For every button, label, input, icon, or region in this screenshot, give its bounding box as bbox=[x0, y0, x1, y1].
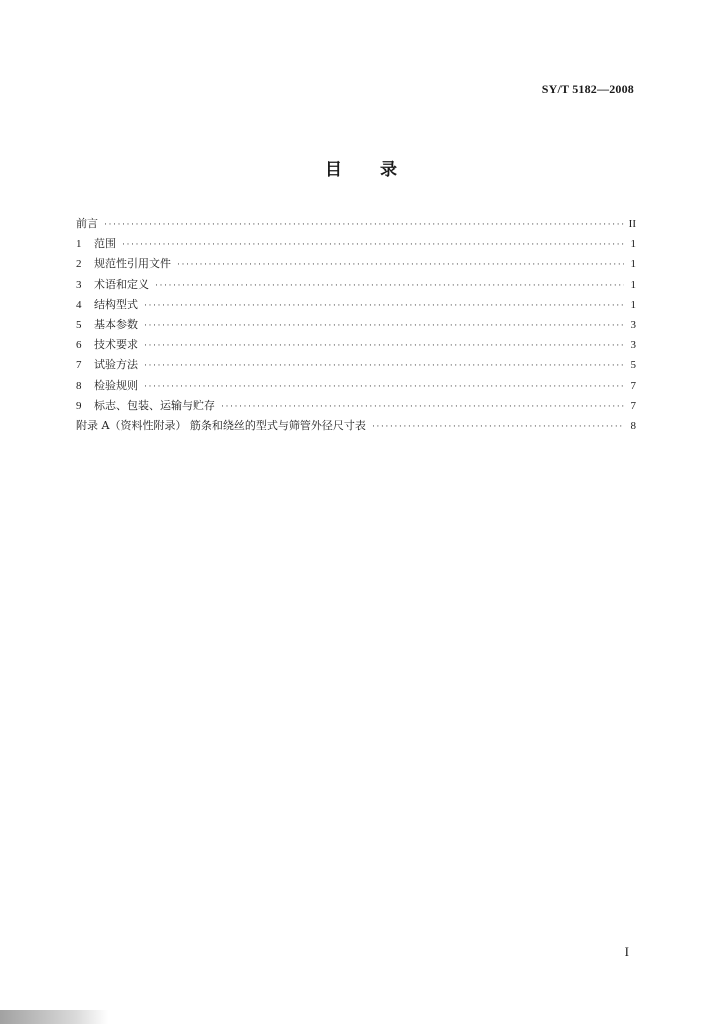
toc-entry-page: 3 bbox=[630, 318, 636, 331]
toc-entry-label: 附录 A（资料性附录） 筋条和绕丝的型式与筛管外径尺寸表 bbox=[76, 418, 366, 432]
toc-entry-number: 5 bbox=[76, 318, 82, 331]
toc-entry-number: 8 bbox=[76, 379, 82, 392]
toc-leader-dots bbox=[177, 254, 624, 274]
toc-leader-dots bbox=[144, 355, 624, 375]
toc-entry-scope[interactable] bbox=[76, 234, 636, 254]
toc-entry-label: 术语和定义 bbox=[94, 277, 149, 291]
toc-entry-number: 1 bbox=[76, 238, 82, 251]
toc-entry-number: 6 bbox=[76, 339, 82, 352]
toc-leader-dots bbox=[122, 234, 624, 254]
toc-entry-label: 规范性引用文件 bbox=[94, 257, 171, 271]
toc-entry-page: 1 bbox=[630, 238, 636, 251]
toc-entry-label: 范围 bbox=[94, 237, 116, 251]
toc-entry-structure-type[interactable] bbox=[76, 295, 636, 315]
toc-entry-label: 结构型式 bbox=[94, 297, 138, 311]
toc-entry-page: 3 bbox=[630, 339, 636, 352]
toc-entry-test-methods[interactable] bbox=[76, 355, 636, 375]
toc-entry-label: 试验方法 bbox=[94, 358, 138, 372]
toc-leader-dots bbox=[144, 295, 624, 315]
toc-entry-number: 3 bbox=[76, 278, 82, 291]
toc-entry-page: 1 bbox=[630, 298, 636, 311]
toc-entry-basic-parameters[interactable] bbox=[76, 315, 636, 335]
toc-entry-page: 1 bbox=[630, 258, 636, 271]
page-number: I bbox=[624, 944, 629, 959]
toc-leader-dots bbox=[144, 376, 624, 396]
toc-leader-dots bbox=[155, 275, 624, 295]
toc-entry-number: 7 bbox=[76, 359, 82, 372]
toc-entry-page: 8 bbox=[630, 419, 636, 432]
toc-entry-appendix-a[interactable] bbox=[76, 416, 636, 436]
title-char-1: 目 bbox=[325, 160, 342, 180]
toc-leader-dots bbox=[144, 335, 624, 355]
toc-leader-dots bbox=[221, 396, 624, 416]
toc-entry-page: II bbox=[628, 218, 636, 230]
toc-entry-number: 2 bbox=[76, 258, 82, 271]
toc-entry-page: 5 bbox=[630, 359, 636, 372]
toc-entry-inspection-rules[interactable] bbox=[76, 376, 636, 396]
toc-leader-dots bbox=[372, 416, 624, 436]
toc-leader-dots bbox=[144, 315, 624, 335]
toc-entry-normative-references[interactable] bbox=[76, 254, 636, 274]
toc-entry-terms-definitions[interactable] bbox=[76, 275, 636, 295]
toc-entry-label: 标志、包装、运输与贮存 bbox=[94, 398, 215, 412]
scan-artifact bbox=[0, 1010, 108, 1024]
toc-entry-foreword[interactable] bbox=[76, 214, 636, 234]
toc-entry-page: 7 bbox=[630, 379, 636, 392]
standard-code: SY/T 5182—2008 bbox=[541, 82, 634, 96]
toc-entry-number: 9 bbox=[76, 399, 82, 412]
toc-entry-label: 基本参数 bbox=[94, 317, 138, 331]
toc-entry-page: 7 bbox=[630, 399, 636, 412]
toc-entry-page: 1 bbox=[630, 278, 636, 291]
toc-leader-dots bbox=[104, 214, 624, 234]
toc-entry-label: 检验规则 bbox=[94, 378, 138, 392]
table-of-contents bbox=[76, 214, 636, 436]
toc-entry-label: 技术要求 bbox=[94, 338, 138, 352]
page-title bbox=[0, 155, 722, 180]
title-char-2: 录 bbox=[380, 160, 397, 180]
toc-entry-label: 前言 bbox=[76, 217, 98, 230]
toc-entry-marking-packaging[interactable] bbox=[76, 396, 636, 416]
toc-entry-technical-requirements[interactable] bbox=[76, 335, 636, 355]
toc-entry-number: 4 bbox=[76, 298, 82, 311]
